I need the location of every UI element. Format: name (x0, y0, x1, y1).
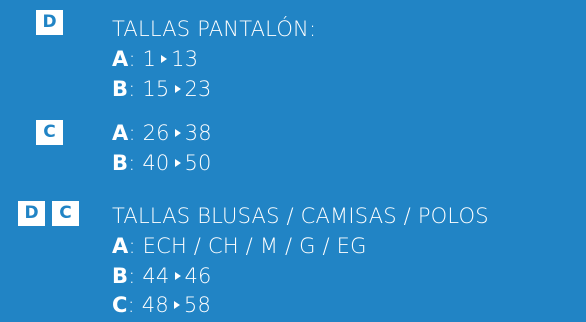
size-from: 15 (142, 77, 170, 101)
size-row-a: A: 26 38 (112, 121, 212, 145)
size-row-b: B: 40 50 (112, 151, 212, 175)
size-to: 58 (183, 293, 212, 317)
size-key: A (112, 121, 129, 145)
size-key: A (112, 47, 129, 71)
size-key: B (112, 77, 129, 101)
size-row-a: A: 1 13 (112, 47, 199, 71)
size-to: 46 (184, 264, 212, 288)
size-from: 44 (142, 264, 170, 288)
heading-tallas-blusas: TALLAS BLUSAS / CAMISAS / POLOS (112, 204, 489, 228)
triangle-right-icon (174, 301, 180, 309)
size-from: 1 (142, 47, 157, 71)
size-row-a: A: ECH / CH / M / G / EG (112, 234, 367, 258)
triangle-right-icon (175, 129, 181, 137)
triangle-right-icon (175, 272, 181, 280)
badge-d: D (36, 10, 63, 35)
size-key: A (112, 234, 129, 258)
heading-tallas-pantalon: TALLAS PANTALÓN: (112, 17, 317, 41)
size-row-c: C: 48 58 (112, 293, 212, 317)
size-row-b: B: 15 23 (112, 77, 212, 101)
size-from: 48 (141, 293, 169, 317)
size-from: 40 (142, 151, 170, 175)
badge-c: C (36, 120, 63, 145)
size-row-b: B: 44 46 (112, 264, 212, 288)
triangle-right-icon (175, 159, 181, 167)
badge-d: D (18, 201, 45, 226)
size-key: B (112, 151, 129, 175)
size-to: 50 (184, 151, 212, 175)
size-to: 38 (184, 121, 212, 145)
size-key: B (112, 264, 129, 288)
triangle-right-icon (161, 55, 167, 63)
size-to: 23 (184, 77, 212, 101)
size-from: 26 (142, 121, 170, 145)
size-key: C (112, 293, 128, 317)
badge-c: C (52, 201, 79, 226)
triangle-right-icon (175, 85, 181, 93)
size-to: 13 (171, 47, 199, 71)
size-list: ECH / CH / M / G / EG (142, 234, 367, 258)
